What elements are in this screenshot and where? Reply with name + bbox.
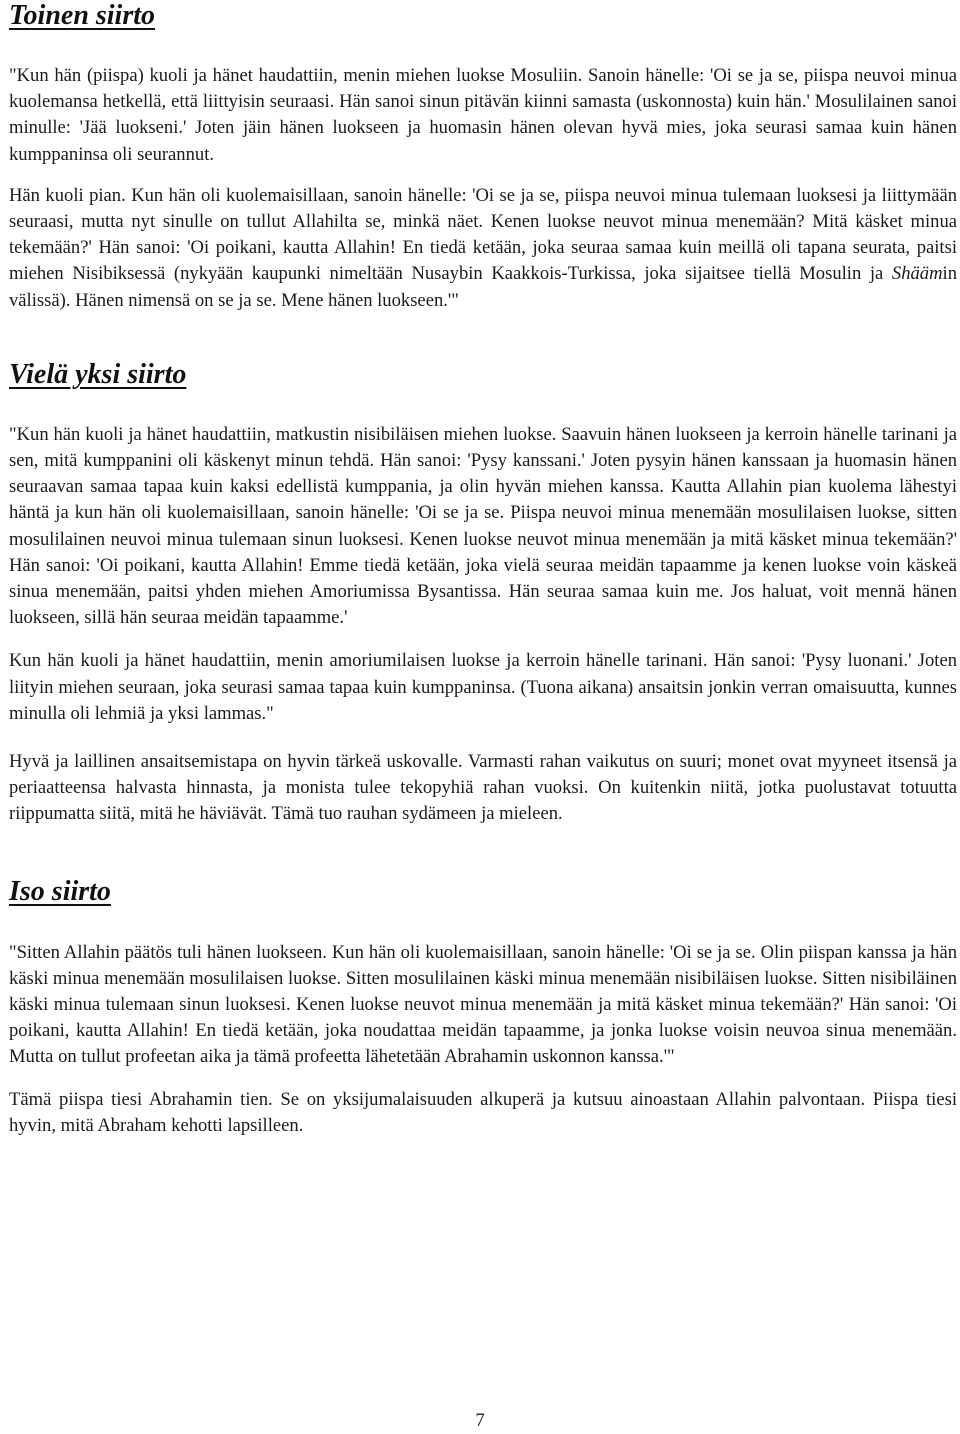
paragraph-text: Hän kuoli pian. Kun hän oli kuolemaisillaan, sanoin hänelle: 'Oi se ja se, piispa neuvoi minua tulemaan luoksesi ja liittymään seuraasi, mutta nyt sinulle on tullut Allahilta se, minkä näet. Kenen luokse neuvot minua menemään? Mitä käsket minua tekemään?' Hän sanoi: 'Oi poikani, kautta Allahin! En tiedä ketään, joka seuraa samaa kuin meillä oli tapana seurata, paitsi miehen Nisibiksessä (nykyään kaupunki nimeltään Nusaybin Kaakkois-Turkissa, joka sijaitsee tiellä Mosulin ja [9,184,957,285]
section-heading-viela-yksi-siirto: Vielä yksi siirto [9,358,187,390]
paragraph: Hyvä ja laillinen ansaitsemistapa on hyvin tärkeä uskovalle. Varmasti rahan vaikutus on suuri; monet ovat myyneet itsensä ja periaatteensa halvasta hinnasta, ja monista tulee tekopyhiä rahan vuoksi. On kuitenkin niitä, jotka puolustavat totuutta riippumatta siitä, mitä he häviävät. Tämä tuo rauhan sydämeen ja mieleen. [9,751,957,825]
paragraph-text: in välissä). Hänen nimensä on se ja se. Mene hänen luokseen.'" [9,263,957,311]
paragraph [9,183,957,314]
paragraph: "Sitten Allahin päätös tuli hänen luokseen. Kun hän oli kuolemaisillaan, sanoin hänelle: 'Oi se ja se. Olin piispan kanssa ja hän käski minua menemään mosulilaisen luokse. Sitten mosulilainen käski minua menemään nisibiläisen luokse. Sitten nisibiläinen käski minua tulemaan sinun luoksesi. Kenen luokse neuvot minua menemään ja mitä käsket minua tekemään?' Hän sanoi: 'Oi poikani, kautta Allahin! En tiedä ketään, joka noudattaa meidän tapaamme, ja jonka luokse voisin neuvoa sinua menemään. Mutta on tullut profeetan aika ja tämä profeetta lähetetään Abrahamin uskonnon kanssa.'" [9,941,957,1068]
paragraph: "Kun hän kuoli ja hänet haudattiin, matkustin nisibiläisen miehen luokse. Saavuin hänen luokseen ja kerroin hänelle tarinani ja sen, mitä kumppanini oli käskenyt minun tehdä. Hän sanoi: 'Pysy kanssani.' Joten pysyin hänen kanssaan ja huomasin hänen seuraavan samaa tapaa kuin kaksi edellistä kumppania, ja olin hyvän miehen kanssa. Kautta Allahin pian kuolema lähestyi häntä ja kun hän oli kuolemaisillaan, sanoin hänelle: 'Oi se ja se. Piispa neuvoi minua menemään mosulilaisen luokse, sitten mosulilainen neuvoi minua tulemaan sinun luoksesi. Kenen luokse neuvot minua menemään ja mitä käsket minua tekemään?' Hän sanoi: 'Oi poikani, kautta Allahin! Emme tiedä ketään, joka vielä seuraa meidän tapaamme ja kenen luokse voin käskeä sinua menemään, paitsi yhden miehen Amoriumissa Bysantissa. Hän seuraa samaa kuin me. Jos haluat, voit mennä hänen luokseen, sillä hän seuraa meidän tapaamme.' [9,423,957,629]
page-number: 7 [475,1410,485,1431]
italic-term: Shääm [891,263,943,285]
paragraph: Kun hän kuoli ja hänet haudattiin, menin amoriumilaisen luokse ja kerroin hänelle tarinani. Hän sanoi: 'Pysy luonani.' Joten liityin miehen seuraan, joka seurasi samaa tapaa kuin kumppaninsa. (Tuona aikana) ansaitsin jonkin verran omaisuutta, kunnes minulla oli lehmiä ja yksi lammas." [9,650,957,724]
document-page [9,0,957,1139]
paragraph: Tämä piispa tiesi Abrahamin tien. Se on yksijumalaisuuden alkuperä ja kutsuu ainoastaan Allahin palvontaan. Piispa tiesi hyvin, mitä Abraham kehotti lapsilleen. [9,1088,957,1136]
section-heading-toinen-siirto: Toinen siirto [9,0,156,31]
section-heading-iso-siirto: Iso siirto [9,875,111,907]
paragraph: "Kun hän (piispa) kuoli ja hänet haudattiin, menin miehen luokse Mosuliin. Sanoin hänelle: 'Oi se ja se, piispa neuvoi minua kuolemansa hetkellä, että liittyisin seuraasi. Hän sanoi sinun pitävän kiinni samasta (uskonnosta) kuin hän.' Mosulilainen sanoi minulle: 'Jää luokseni.' Joten jäin hänen luokseen ja huomasin hänen olevan hyvä mies, joka seurasi samaa kuin hänen kumppaninsa oli seurannut. [9,65,957,165]
